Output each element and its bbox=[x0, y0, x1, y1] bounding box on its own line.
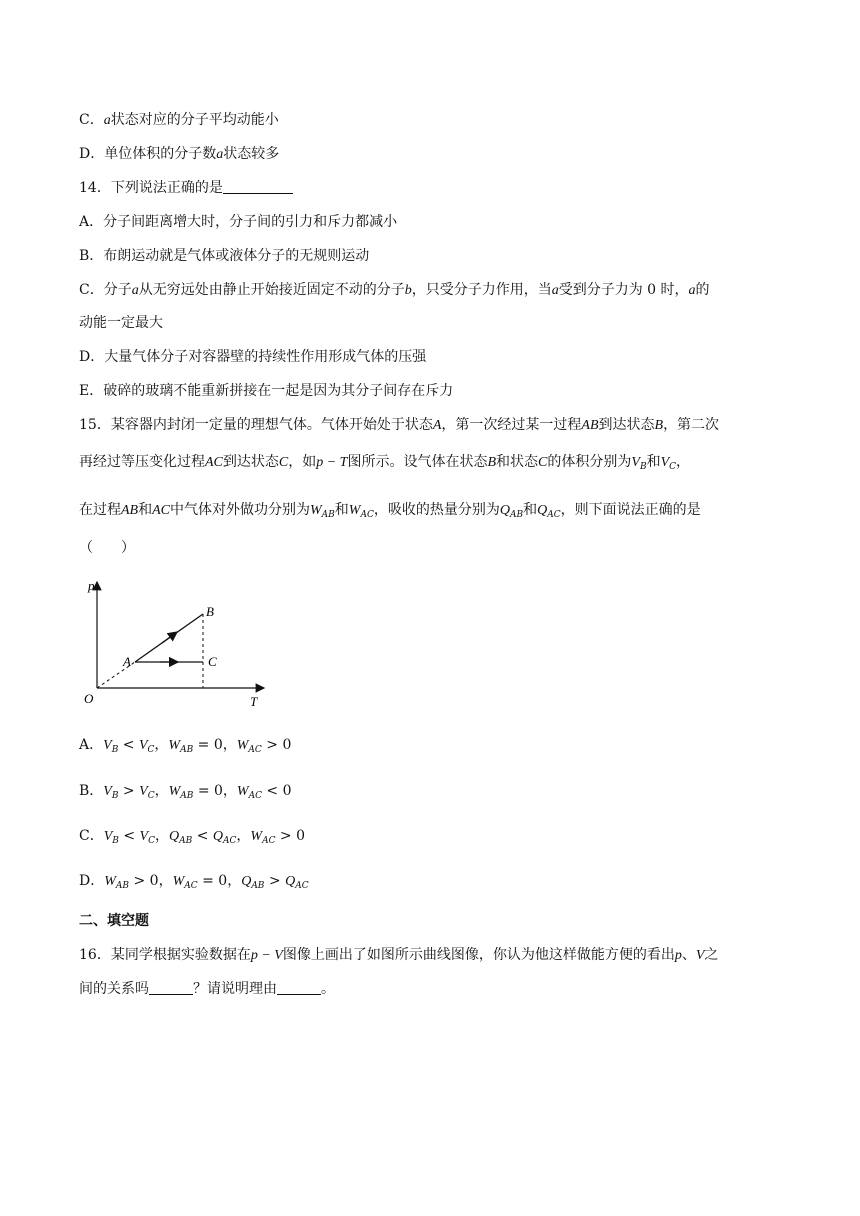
q14-option-c-cont: 动能一定最大 bbox=[79, 315, 163, 331]
q13-option-c bbox=[79, 110, 279, 131]
option-text: 受到分子力为 0 时， bbox=[558, 282, 689, 298]
y-axis-label: p bbox=[88, 578, 95, 593]
section-title: 二、填空题 bbox=[79, 913, 149, 929]
q14-stem bbox=[79, 178, 293, 198]
origin-label: O bbox=[84, 691, 94, 706]
variable: a bbox=[551, 283, 559, 298]
arrow-ab bbox=[162, 632, 177, 643]
option-text: 从无穷远处由静止开始接近固定不动的分子 bbox=[138, 282, 405, 298]
q16-stem-line1: 16．某同学根据实验数据在p − V图像上画出了如图所示曲线图像，你认为他这样做能方便的看出p、V之 bbox=[79, 947, 719, 963]
pt-diagram bbox=[82, 576, 272, 711]
option-text: 状态对应的分子平均动能小 bbox=[110, 112, 279, 128]
point-a-label: A bbox=[123, 654, 131, 669]
variable: b bbox=[404, 283, 412, 298]
variable: a bbox=[216, 147, 224, 162]
answer-blank[interactable] bbox=[223, 179, 293, 194]
q15-option-b: B．$V_B > V_C$，$W_{AB} = 0$，$W_{AC} < 0$ bbox=[79, 783, 292, 801]
q14-option-d: D．大量气体分子对容器壁的持续性作用形成气体的压强 bbox=[79, 349, 427, 365]
option-text: D．单位体积的分子数 bbox=[79, 146, 217, 162]
q15-stem-line1: 15．某容器内封闭一定量的理想气体。气体开始处于状态A，第一次经过某一过程AB到达状态B，第二次 bbox=[79, 417, 720, 433]
option-text: 状态较多 bbox=[223, 146, 280, 162]
point-c-label: C bbox=[208, 654, 217, 669]
q14-option-a: A．分子间距离增大时，分子间的引力和斥力都减小 bbox=[79, 214, 398, 230]
variable: a bbox=[131, 283, 139, 298]
answer-blank[interactable] bbox=[149, 980, 193, 995]
q15-option-c: C．$V_B < V_C$，$Q_{AB} < Q_{AC}$，$W_{AC} > 0$ bbox=[79, 828, 306, 846]
q14-option-b: B．布朗运动就是气体或液体分子的无规则运动 bbox=[79, 248, 370, 264]
x-axis-label: T bbox=[250, 694, 258, 709]
variable: a bbox=[103, 113, 111, 128]
option-text: C． bbox=[79, 112, 104, 128]
q15-paren: （ ） bbox=[79, 540, 135, 556]
option-text: ，只受分子力作用，当 bbox=[411, 282, 552, 298]
q16-stem-line2: 间的关系吗 ？请说明理由 。 bbox=[79, 981, 335, 997]
q15-option-a: A．$V_B < V_C$，$W_{AB} = 0$，$W_{AC} > 0$ bbox=[79, 737, 292, 755]
q15-stem-line2: 再经过等压变化过程AC到达状态C，如p − T图所示。设气体在状态B和状态C的体积分别为$V_B$和$V_C$， bbox=[79, 454, 691, 472]
question-text: 14．下列说法正确的是 bbox=[79, 180, 223, 196]
q15-option-d: D．$W_{AB} > 0$，$W_{AC} = 0$，$Q_{AB} > Q_{AC}$ bbox=[79, 873, 309, 891]
q15-stem-line3: 在过程AB和AC中气体对外做功分别为$W_{AB}$和$W_{AC}$，吸收的热量分别为$Q_{AB}$和$Q_{AC}$，则下面说法正确的是 bbox=[79, 502, 701, 520]
option-text: 的 bbox=[695, 282, 710, 298]
variable: a bbox=[688, 283, 696, 298]
answer-blank[interactable] bbox=[277, 980, 321, 995]
q13-option-d bbox=[79, 144, 279, 165]
point-b-label: B bbox=[206, 604, 214, 619]
q14-option-e: E．破碎的玻璃不能重新拼接在一起是因为其分子间存在斥力 bbox=[79, 383, 454, 399]
q14-option-c bbox=[79, 280, 710, 301]
option-text: C．分子 bbox=[79, 282, 132, 298]
